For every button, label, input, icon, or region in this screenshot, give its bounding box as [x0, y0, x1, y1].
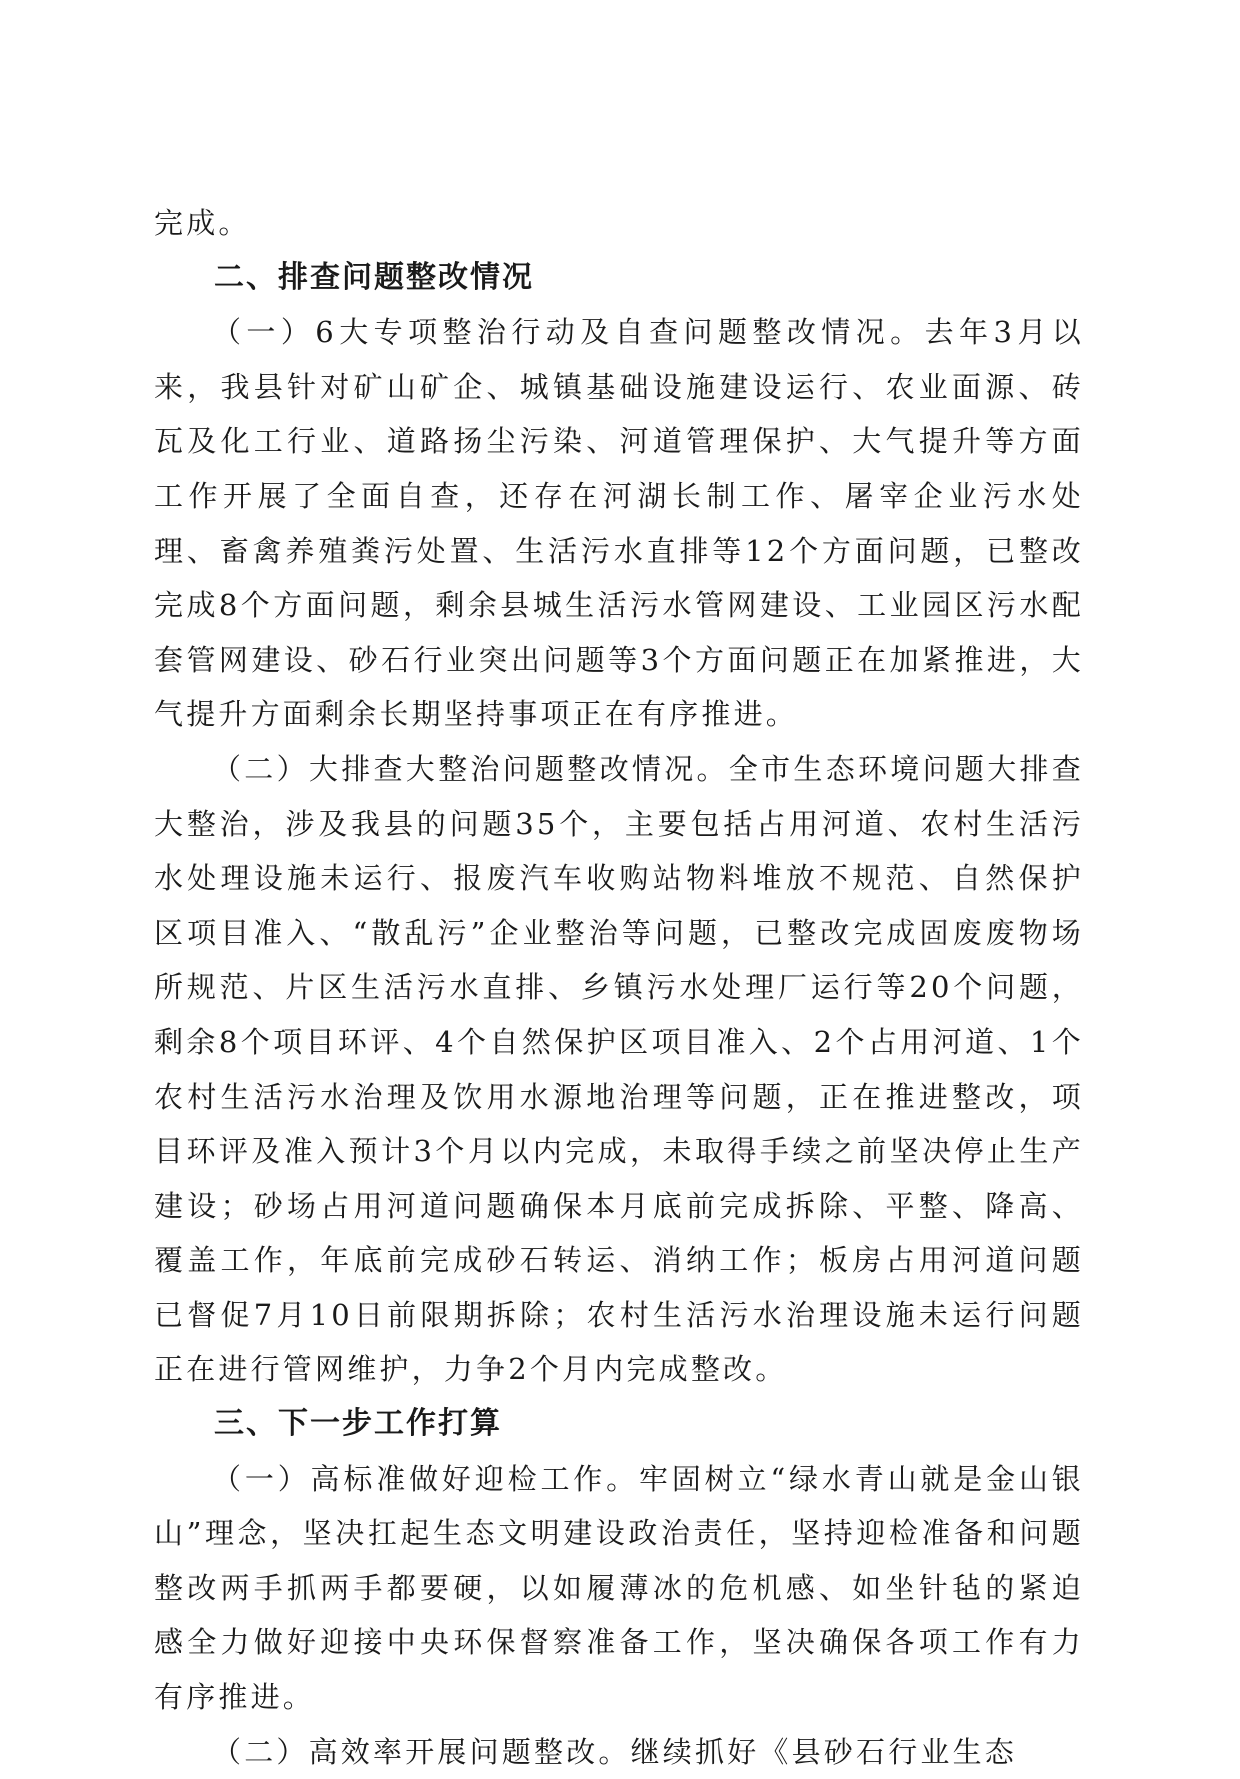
- paragraph-2-2: （二）大排查大整治问题整改情况。全市生态环境问题大排查大整治，涉及我县的问题35个，主要包括占用河道、农村生活污水处理设施未运行、报废汽车收购站物料堆放不规范、自然保护区项目准入、“散乱污”企业整治等问题，已整改完成固废废物场所规范、片区生活污水直排、乡镇污水处理厂运行等20个问题，剩余8个项目环评、4个自然保护区项目准入、2个占用河道、1个农村生活污水治理及饮用水源地治理等问题，正在推进整改，项目环评及准入预计3个月以内完成，未取得手续之前坚决停止生产建设；砂场占用河道问题确保本月底前完成拆除、平整、降高、覆盖工作，年底前完成砂石转运、消纳工作；板房占用河道问题已督促7月10日前限期拆除；农村生活污水治理设施未运行问题正在进行管网维护，力争2个月内完成整改。: [154, 751, 1084, 1387]
- paragraph-3-2: （二）高效率开展问题整改。继续抓好《县砂石行业生态: [212, 1734, 1018, 1769]
- section-heading-2: 二、排查问题整改情况: [214, 259, 534, 295]
- section-heading-3: 三、下一步工作打算: [214, 1406, 502, 1442]
- paragraph-3-1: （一）高标准做好迎检工作。牢固树立“绿水青山就是金山银山”理念，坚决扛起生态文明建设政治责任，坚持迎检准备和问题整改两手抓两手都要硬，以如履薄冰的危机感、如坐针毡的紧迫感全力做好迎接中央环保督察准备工作，坚决确保各项工作有力有序推进。: [154, 1461, 1084, 1715]
- continuation-text: 完成。: [154, 206, 251, 240]
- document-body: [154, 196, 1084, 1779]
- paragraph-2-1: （一）6大专项整治行动及自查问题整改情况。去年3月以来，我县针对矿山矿企、城镇基础设施建设运行、农业面源、砖瓦及化工行业、道路扬尘污染、河道管理保护、大气提升等方面工作开展了全面自查，还存在河湖长制工作、屠宰企业污水处理、畜禽养殖粪污处置、生活污水直排等12个方面问题，已整改完成8个方面问题，剩余县城生活污水管网建设、工业园区污水配套管网建设、砂石行业突出问题等3个方面问题正在加紧推进，大气提升方面剩余长期坚持事项正在有序推进。: [154, 315, 1084, 732]
